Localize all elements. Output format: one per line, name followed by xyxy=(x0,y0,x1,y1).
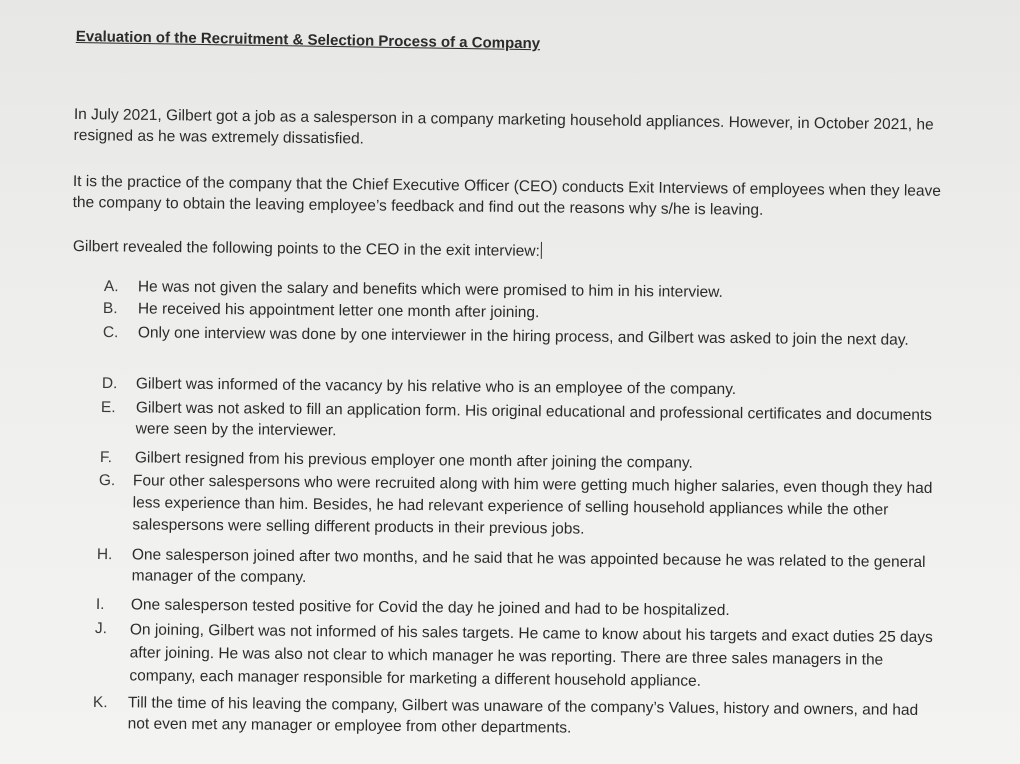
list-item-letter: D. xyxy=(101,374,118,393)
list-item-letter: F. xyxy=(99,448,113,467)
list-item-letter: E. xyxy=(100,398,116,417)
list-item-text: Till the time of his leaving the company, Gilbert was unaware of the company’s Values, history and owners, and had not even met any manager or employee from other departments. xyxy=(127,694,919,737)
text-cursor xyxy=(541,242,542,259)
list-item-text: On joining, Gilbert was not informed of his sales targets. He came to know about his targets and exact duties 25 days after joining. He was also not clear to which manager he was reporting. There are three sales managers in the company, each manager responsible for marketing a different household appliance. xyxy=(129,621,933,690)
list-item-i xyxy=(95,594,934,620)
list-item-d xyxy=(101,373,934,399)
list-item-text: He received his appointment letter one month after joining. xyxy=(137,300,540,322)
list-item-letter: C. xyxy=(102,323,119,342)
document-title: Evaluation of the Recruitment & Selection Process of a Company xyxy=(75,28,541,53)
list-item-text: One salesperson joined after two months, and he said that he was appointed because he was related to the general manager of the company. xyxy=(131,546,926,587)
list-item-a xyxy=(103,276,934,301)
list-item-text: Gilbert was informed of the vacancy by his relative who is an employee of the company. xyxy=(135,375,737,399)
list-item-letter: J. xyxy=(94,619,108,638)
list-item-h xyxy=(96,544,935,587)
list-item-letter: I. xyxy=(95,595,105,614)
list-item-letter: H. xyxy=(96,545,113,564)
list-item-text: Four other salespersons who were recruited along with him were getting much higher salaries, even though they had less experience than him. Besides, he had relevant experience of selling household appliances while the other salespersons were selling different products in their previous jobs. xyxy=(132,472,933,538)
exit-interview-paragraph: It is the practice of the company that the Chief Executive Officer (CEO) conducts Exit Interviews of employees when they leave the company to obtain the leaving employee’s feedback and find out the reasons why s/he is leaving. xyxy=(72,172,942,219)
list-item-text: He was not given the salary and benefits which were promised to him in his interview. xyxy=(137,278,723,301)
list-item-text: One salesperson tested positive for Covid the day he joined and had to be hospitalized. xyxy=(130,596,730,620)
list-item-letter: G. xyxy=(98,471,116,490)
points-lead-paragraph[interactable] xyxy=(73,236,943,266)
list-item-letter: K. xyxy=(92,693,108,712)
list-item-text: Gilbert was not asked to fill an application form. His original educational and professional certificates and documents were seen by the interviewer. xyxy=(135,399,933,440)
points-lead-text: Gilbert revealed the following points to the CEO in the exit interview: xyxy=(72,237,540,260)
list-item-text: Only one interview was done by one interviewer in the hiring process, and Gilbert was asked to join the next day. xyxy=(137,324,909,349)
list-item-letter: A. xyxy=(103,277,119,296)
intro-paragraph: In July 2021, Gilbert got a job as a salesperson in a company marketing household appliances. However, in October 2021, he resigned as he was extremely dissatisfied. xyxy=(73,105,934,148)
list-item-f xyxy=(99,447,934,472)
list-item-letter: B. xyxy=(102,299,118,318)
list-item-text: Gilbert resigned from his previous employer one month after joining the company. xyxy=(134,449,693,472)
